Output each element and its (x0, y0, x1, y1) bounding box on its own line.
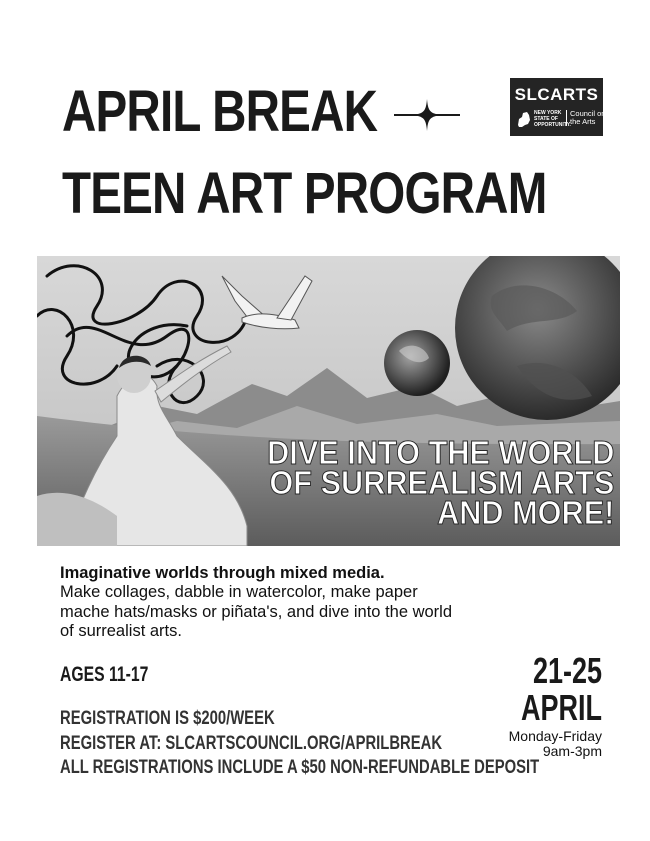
date-month: APRIL (521, 687, 602, 728)
age-range: AGES 11-17 (60, 663, 149, 686)
banner-headline-line-1: DIVE INTO THE WORLD (266, 434, 614, 471)
program-dates (521, 652, 602, 726)
new-york-state-icon (516, 111, 532, 129)
slc-arts-logo (510, 78, 606, 136)
description (60, 583, 550, 642)
schedule-time: 9am-3pm (542, 743, 602, 759)
hero-collage (37, 256, 620, 546)
sparkle-icon (394, 97, 460, 133)
logo-council-text: Council on the Arts (566, 110, 606, 126)
description-line-1: Make collages, dabble in watercolor, make paper (60, 583, 418, 601)
registration-url: REGISTER AT: SLCARTSCOUNCIL.ORG/APRILBREAK (60, 733, 443, 754)
schedule-days: Monday-Friday (508, 728, 602, 744)
logo-nys-text: NEW YORK STATE OF OPPORTUNITY. (534, 110, 571, 128)
title-line-2: TEEN ART PROGRAM (62, 161, 547, 226)
logo-brand: SLCARTS (514, 85, 599, 104)
banner-headline-line-2: OF SURREALISM ARTS (269, 464, 614, 501)
banner-headline-line-3: AND MORE! (436, 494, 614, 531)
registration-fee: REGISTRATION IS $200/WEEK (60, 708, 275, 729)
deposit-note: ALL REGISTRATIONS INCLUDE A $50 NON-REFUNDABLE DEPOSIT (60, 757, 540, 778)
program-schedule (509, 729, 602, 759)
description-line-3: of surrealist arts. (60, 622, 182, 640)
date-range: 21-25 (532, 650, 602, 691)
lead-text: Imaginative worlds through mixed media. (60, 564, 385, 582)
title-line-1: APRIL BREAK (62, 79, 378, 144)
description-line-2: mache hats/masks or piñata's, and dive into the world (60, 602, 453, 621)
banner-headline (266, 434, 614, 531)
